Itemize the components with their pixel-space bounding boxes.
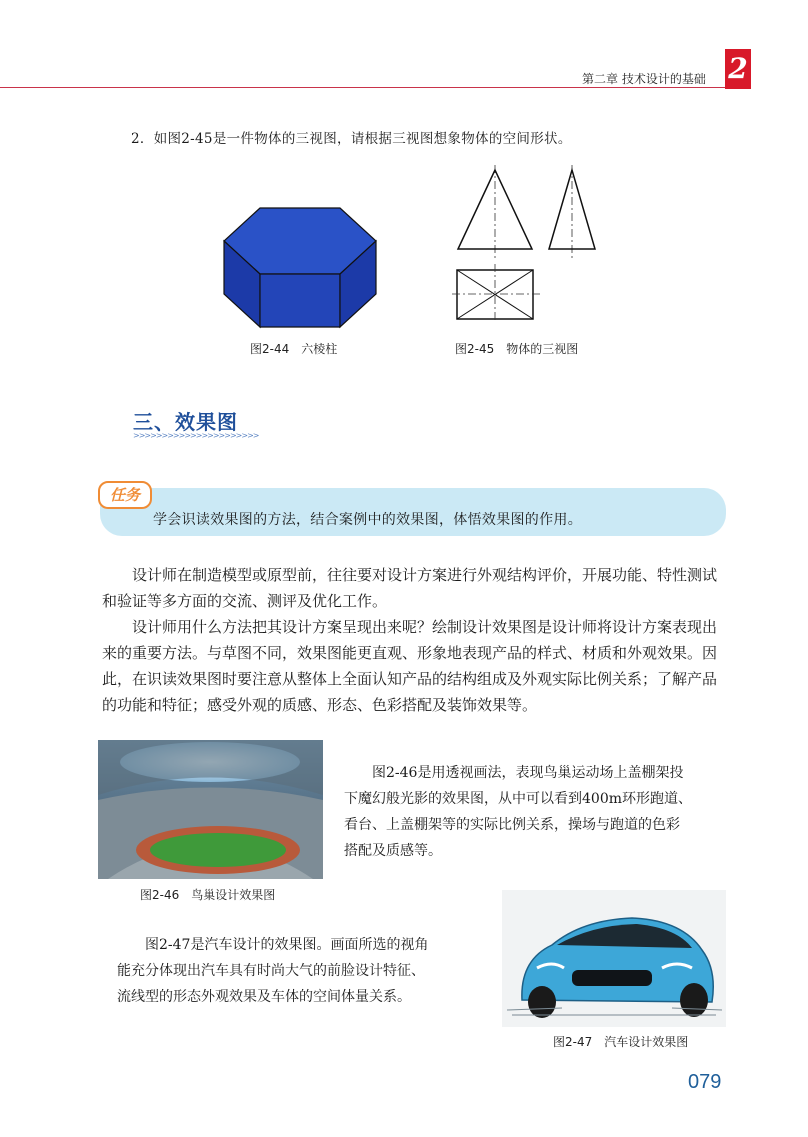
car-line-2: 能充分体现出汽车具有时尚大气的前脸设计特征、 (117, 963, 425, 979)
chapter-number-badge: 2 (725, 49, 751, 89)
fig-2-46-caption: 图2-46 鸟巢设计效果图 (140, 888, 276, 902)
car-wheel-right (680, 983, 708, 1017)
header-rule (0, 87, 725, 88)
hexagonal-prism-figure (222, 206, 378, 330)
fig-2-47-caption: 图2-47 汽车设计效果图 (553, 1035, 689, 1049)
page-number: 079 (688, 1071, 722, 1093)
chapter-title: 第二章 技术设计的基础 (582, 72, 706, 86)
bird-nest-stadium-image (98, 740, 323, 879)
task-text: 学会识读效果图的方法，结合案例中的效果图，体悟效果图的作用。 (153, 512, 582, 528)
fig-2-44-caption: 图2-44 六棱柱 (250, 342, 338, 356)
bird-nest-line-4: 搭配及质感等。 (344, 843, 442, 859)
car-line-3: 流线型的形态外观效果及车体的空间体量关系。 (117, 989, 411, 1005)
task-tag: 任务 (98, 481, 152, 509)
fig-2-45-caption: 图2-45 物体的三视图 (455, 342, 579, 356)
paragraph-1: 设计师在制造模型或原型前，往往要对设计方案进行外观结构评价，开展功能、特性测试和验证等多方面的交流、测评及优化工作。 (102, 566, 718, 610)
three-view-drawing (452, 162, 602, 324)
bird-nest-line-3: 看台、上盖棚架等的实际比例关系，操场与跑道的色彩 (344, 817, 680, 833)
section-title: 三、效果图 (133, 410, 238, 434)
prism-front-face (260, 274, 340, 327)
car-wheel-left (528, 986, 556, 1018)
car-line-1: 图2-47是汽车设计的效果图。画面所选的视角 (145, 937, 429, 953)
car-grille (572, 970, 652, 986)
bird-nest-line-1: 图2-46是用透视画法，表现鸟巢运动场上盖棚架投 (372, 765, 684, 781)
question-text: 2．如图2-45是一件物体的三视图，请根据三视图想象物体的空间形状。 (131, 131, 572, 147)
field (150, 833, 286, 867)
paragraph-2: 设计师用什么方法把其设计方案呈现出来呢？绘制设计效果图是设计师将设计方案表现出来的重要方法。与草图不同，效果图能更直观、形象地表现产品的样式、材质和外观效果。因此，在识读效果图时要注意从整体上全面认知产品的结构组成及外观实际比例关系；了解产品的功能和特征；感受外观的质感、形态、色彩搭配及装饰效果等。 (102, 618, 718, 714)
section-title-underline: >>>>>>>>>>>>>>>>>>>>>> (133, 431, 259, 440)
bird-nest-line-2: 下魔幻般光影的效果图，从中可以看到400m环形跑道、 (344, 791, 692, 807)
car-design-sketch-image (502, 890, 726, 1027)
